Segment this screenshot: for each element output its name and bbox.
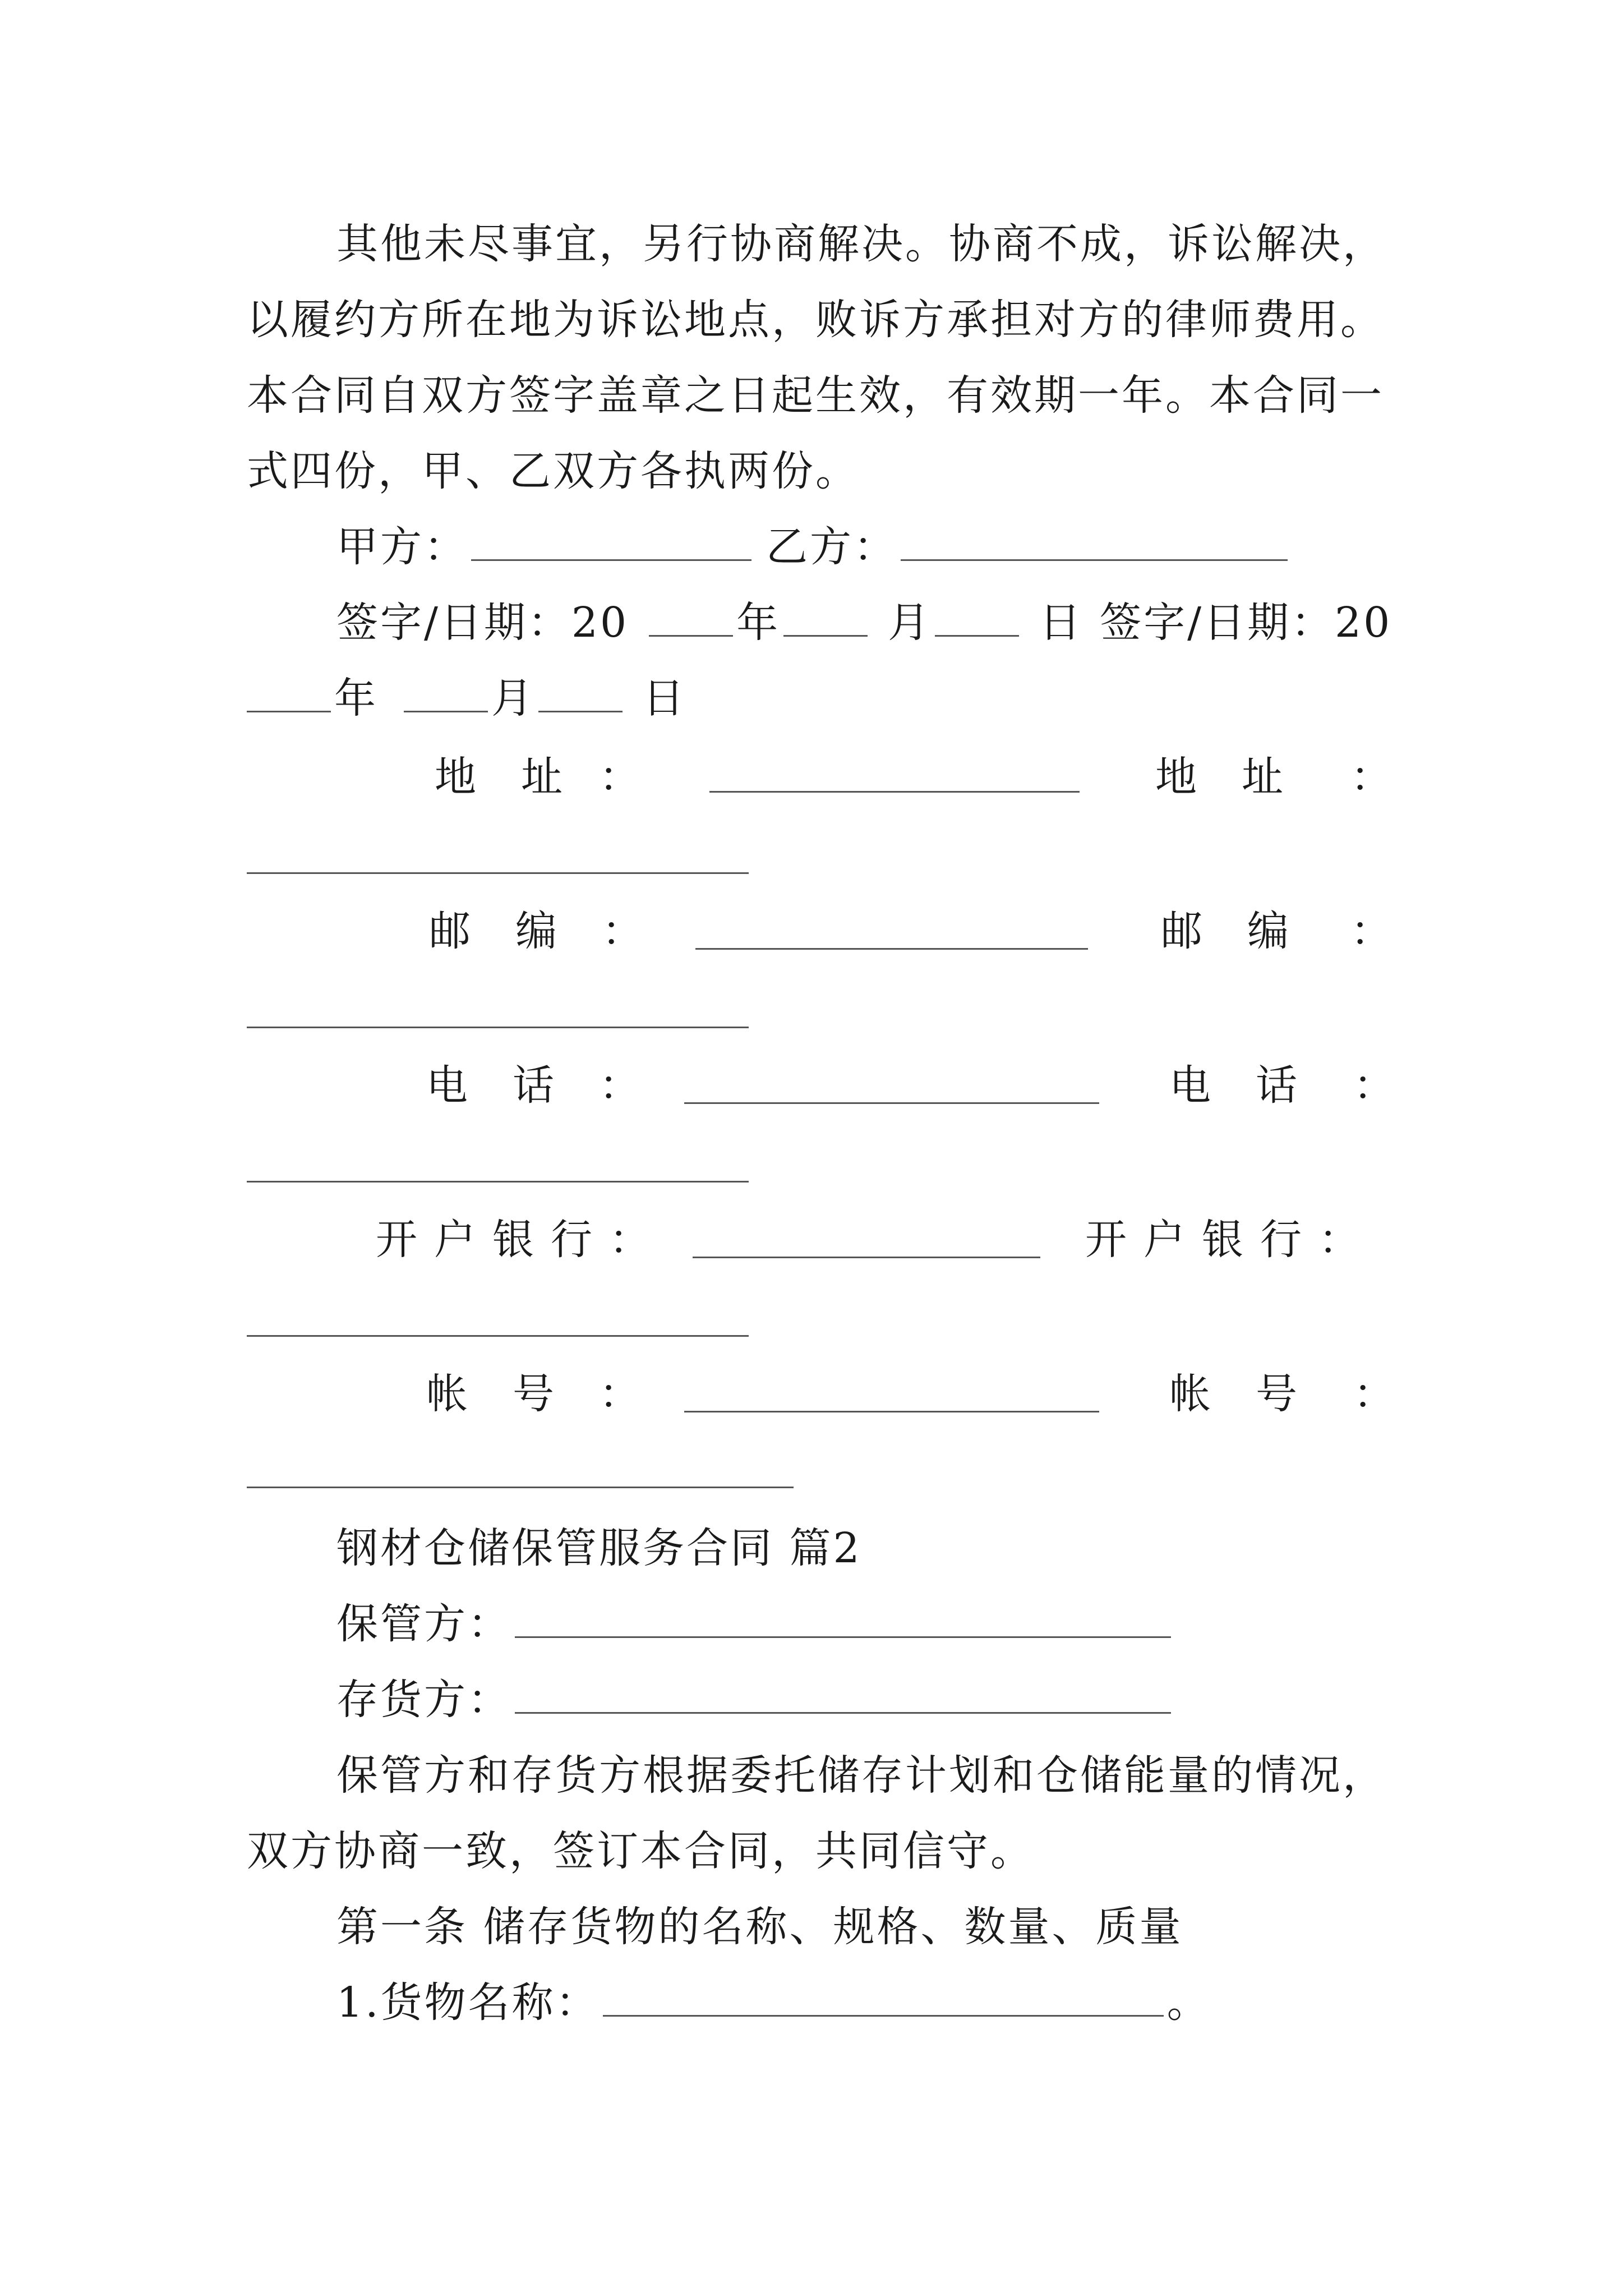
postcode-label-b xyxy=(1161,903,1392,959)
bank-colon-b: ： xyxy=(1318,1216,1360,1264)
phone-char-2-b: 话 xyxy=(1256,1061,1297,1110)
account-label-a xyxy=(426,1366,640,1422)
intro-line2: 双方协商一致，签订本合同，共同信守。 xyxy=(247,1827,1034,1875)
sign-day-b: 日 xyxy=(643,674,686,723)
para1-line4: 式四份，甲、乙双方各执两份。 xyxy=(247,447,859,495)
sign-year-blank-a[interactable] xyxy=(649,596,733,637)
party-b-blank[interactable] xyxy=(901,520,1288,561)
address-label-b xyxy=(1155,749,1392,805)
sign-day-blank-a[interactable] xyxy=(935,596,1019,637)
phone-colon-b: ： xyxy=(1353,1061,1395,1110)
account-char-2-b: 号 xyxy=(1256,1370,1297,1418)
sign-month-a: 月 xyxy=(888,599,932,647)
depositor-label: 存货方： xyxy=(336,1676,511,1724)
depositor-blank[interactable] xyxy=(515,1673,1171,1714)
postcode-char-1: 邮 xyxy=(429,907,471,955)
bank-char-4: 行 xyxy=(551,1216,592,1264)
account-label-b xyxy=(1169,1366,1395,1422)
intro-line1: 保管方和存货方根据委托储存计划和仓储能量的情况， xyxy=(336,1751,1386,1800)
item1-line xyxy=(336,1975,1503,2031)
bank-blank-a[interactable] xyxy=(693,1257,1040,1258)
phone-char-2: 话 xyxy=(513,1061,554,1110)
postcode-blank-a[interactable] xyxy=(695,948,1088,950)
party-a-blank[interactable] xyxy=(471,520,751,561)
para1-line3: 本合同自双方签字盖章之日起生效，有效期一年。本合同一 xyxy=(247,371,1384,420)
address-char-1: 地 xyxy=(435,753,476,801)
sign-month-b: 月 xyxy=(491,674,535,723)
bank-char-1-b: 开 xyxy=(1085,1216,1127,1264)
sign-year-b: 年 xyxy=(334,674,378,723)
phone-blank-b[interactable] xyxy=(247,1181,749,1182)
account-char-1-b: 帐 xyxy=(1169,1370,1211,1418)
sign-day-blank-b[interactable] xyxy=(538,671,623,712)
postcode-char-2-b: 编 xyxy=(1247,907,1289,955)
section2-title: 钢材仓储保管服务合同 篇2 xyxy=(336,1524,862,1572)
bank-blank-b[interactable] xyxy=(247,1335,749,1337)
keeper-blank[interactable] xyxy=(515,1597,1171,1638)
account-colon: ： xyxy=(599,1370,640,1418)
postcode-blank-b[interactable] xyxy=(247,1027,749,1028)
sign-date-label-a: 签字/日期：20 xyxy=(336,599,629,647)
bank-char-2: 户 xyxy=(434,1216,476,1264)
sign-day-a: 日 xyxy=(1039,599,1083,647)
item1-label: 1.货物名称： xyxy=(336,1978,600,2027)
account-blank-b[interactable] xyxy=(247,1487,794,1488)
bank-label-b xyxy=(1085,1212,1360,1268)
article1-heading: 第一条 储存货物的名称、规格、数量、质量 xyxy=(336,1903,1183,1951)
postcode-colon-b: ： xyxy=(1350,907,1392,955)
item1-end: 。 xyxy=(1166,1978,1211,2027)
bank-label-a xyxy=(376,1212,651,1268)
party-b-label: 乙方： xyxy=(766,523,897,571)
sign-year-blank-b[interactable] xyxy=(247,671,331,712)
phone-label-b xyxy=(1169,1057,1395,1114)
address-char-2: 址 xyxy=(521,753,562,801)
account-colon-b: ： xyxy=(1353,1370,1395,1418)
sign-date-line xyxy=(336,595,1503,651)
bank-char-1: 开 xyxy=(376,1216,417,1264)
depositor-line xyxy=(336,1672,1503,1728)
para1-line1: 其他未尽事宜，另行协商解决。协商不成，诉讼解决， xyxy=(336,220,1386,268)
postcode-char-2: 编 xyxy=(515,907,557,955)
address-char-2-b: 址 xyxy=(1242,753,1283,801)
sign-month-blank-b[interactable] xyxy=(404,671,488,712)
phone-colon: ： xyxy=(599,1061,640,1110)
para1-line2: 以履约方所在地为诉讼地点，败诉方承担对方的律师费用。 xyxy=(247,296,1384,344)
address-colon: ： xyxy=(599,753,640,801)
address-char-1-b: 地 xyxy=(1155,753,1197,801)
sign-month-blank-a[interactable] xyxy=(783,596,868,637)
phone-char-1: 电 xyxy=(426,1061,468,1110)
party-a-label: 甲方： xyxy=(336,523,468,571)
keeper-label: 保管方： xyxy=(336,1600,511,1648)
postcode-colon: ： xyxy=(602,907,643,955)
parties-line xyxy=(336,519,1503,575)
item1-blank[interactable] xyxy=(603,1976,1164,2017)
postcode-char-1-b: 邮 xyxy=(1161,907,1202,955)
bank-char-2-b: 户 xyxy=(1144,1216,1185,1264)
sign-year-a: 年 xyxy=(736,599,781,647)
address-blank-a[interactable] xyxy=(709,791,1080,793)
bank-char-4-b: 行 xyxy=(1260,1216,1302,1264)
keeper-line xyxy=(336,1596,1503,1652)
postcode-label-a xyxy=(429,903,643,959)
phone-label-a xyxy=(426,1057,640,1114)
sign-date-label-b: 签字/日期：20 xyxy=(1100,599,1393,647)
address-blank-b[interactable] xyxy=(247,872,749,874)
bank-colon: ： xyxy=(609,1216,651,1264)
phone-char-1-b: 电 xyxy=(1169,1061,1211,1110)
account-char-2: 号 xyxy=(513,1370,554,1418)
address-colon-b: ： xyxy=(1350,753,1392,801)
account-blank-a[interactable] xyxy=(684,1411,1099,1412)
phone-blank-a[interactable] xyxy=(684,1102,1099,1104)
address-label-a xyxy=(435,749,640,805)
bank-char-3-b: 银 xyxy=(1202,1216,1243,1264)
account-char-1: 帐 xyxy=(426,1370,468,1418)
sign-date-line-2 xyxy=(247,670,1413,726)
bank-char-3: 银 xyxy=(492,1216,534,1264)
